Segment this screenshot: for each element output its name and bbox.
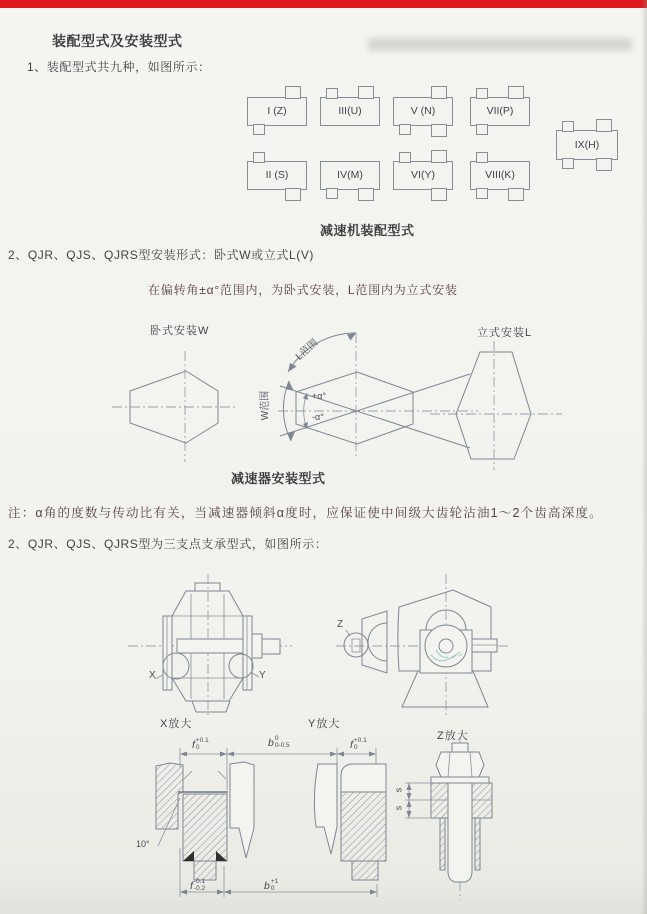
assembly-unit-5 — [393, 97, 453, 126]
assembly-unit-label: V (N) — [410, 105, 436, 117]
assembly-caption: 减速机装配型式 — [320, 223, 415, 238]
l-range-label: L范围 — [293, 337, 321, 363]
dim-b-top: b 0 0-0.5 — [268, 735, 290, 749]
alpha-minus-label: -α° — [312, 412, 324, 422]
assembly-unit-label: III(U) — [338, 105, 362, 117]
assembly-unit-6 — [393, 161, 453, 190]
alpha-plus-label: +α° — [312, 391, 327, 401]
dim-f-bottom: f -0.1 -0.2 — [190, 878, 206, 892]
shaft-tab — [399, 124, 411, 135]
horizontal-mount-label: 卧式安装W — [150, 325, 210, 337]
detail-x-caption: X放大 — [160, 718, 193, 730]
detail-z-marker: Z — [337, 619, 344, 630]
shaft-tab — [476, 124, 488, 135]
shaft-tab — [326, 88, 338, 99]
detail-y-marker: Y — [259, 670, 266, 681]
list-item-1: 1、装配型式共九种，如图所示： — [27, 60, 211, 74]
list-item-2: 2、QJR、QJS、QJRS型安装形式：卧式W或立式L(V) — [8, 248, 315, 262]
assembly-unit-3 — [320, 97, 380, 126]
assembly-unit-label: I (Z) — [267, 105, 287, 117]
detail-y-caption: Y放大 — [308, 718, 341, 730]
assembly-unit-8 — [470, 161, 530, 190]
dim-s-lower: s — [393, 805, 404, 811]
shaft-tab — [562, 158, 574, 169]
shaft-tab — [399, 152, 411, 163]
assembly-unit-label: VIII(K) — [485, 169, 515, 181]
shaft-tab — [476, 88, 488, 99]
support-diagram-linework — [0, 558, 647, 914]
page-title: 装配型式及安装型式 — [52, 33, 183, 49]
shaft-tab — [431, 150, 447, 163]
assembly-unit-label: II (S) — [265, 169, 289, 181]
dim-s-upper: s — [393, 787, 404, 793]
shaft-tab — [431, 124, 447, 137]
list-item-3: 2、QJR、QJS、QJRS型为三支点支承型式，如图所示： — [8, 537, 328, 551]
assembly-unit-label: IX(H) — [574, 139, 600, 151]
dim-b-bottom: b +1 0 — [264, 878, 279, 892]
assembly-unit-7 — [470, 97, 530, 126]
shaft-tab — [596, 158, 612, 171]
alpha-note: 注：α角的度数与传动比有关，当减速器倾斜α度时，应保证使中间级大齿轮沾油1～2个齿高深度。 — [8, 506, 603, 520]
assembly-unit-9 — [556, 130, 618, 160]
w-range-label: W范围 — [260, 390, 272, 421]
page-top-red-bar — [0, 0, 647, 8]
shaft-tab — [508, 86, 524, 99]
shaft-tab — [476, 188, 488, 199]
vertical-mount-label: 立式安装L — [477, 327, 533, 339]
shaft-tab — [285, 188, 301, 201]
range-note: 在偏转角±α°范围内，为卧式安装，L范围内为立式安装 — [148, 283, 458, 297]
shaft-tab — [358, 188, 374, 201]
shaft-tab — [285, 86, 301, 99]
shaft-tab — [253, 152, 265, 163]
shaft-tab — [562, 121, 574, 132]
shaft-tab — [358, 86, 374, 99]
dim-f-top-right: f +0.1 0 — [350, 737, 367, 751]
mount-caption: 减速器安装型式 — [231, 471, 326, 486]
shaft-tab — [431, 188, 447, 201]
shaft-tab — [596, 119, 612, 132]
dim-f-top-left: f +0.1 0 — [192, 737, 209, 751]
assembly-unit-2 — [247, 161, 307, 190]
shaft-tab — [253, 124, 265, 135]
shaft-tab — [431, 86, 447, 99]
assembly-unit-4 — [320, 161, 380, 190]
assembly-unit-label: IV(M) — [337, 169, 363, 181]
detail-z-caption: Z放大 — [437, 730, 469, 742]
dim-angle-10deg: 10° — [136, 839, 150, 849]
assembly-unit-label: VI(Y) — [411, 169, 435, 181]
shaft-tab — [476, 152, 488, 163]
faint-watermark-band — [368, 38, 632, 51]
shaft-tab — [508, 188, 524, 201]
shaft-tab — [326, 188, 338, 199]
assembly-unit-label: VII(P) — [486, 105, 514, 117]
detail-x-marker: X — [149, 670, 156, 681]
assembly-unit-1 — [247, 97, 307, 126]
